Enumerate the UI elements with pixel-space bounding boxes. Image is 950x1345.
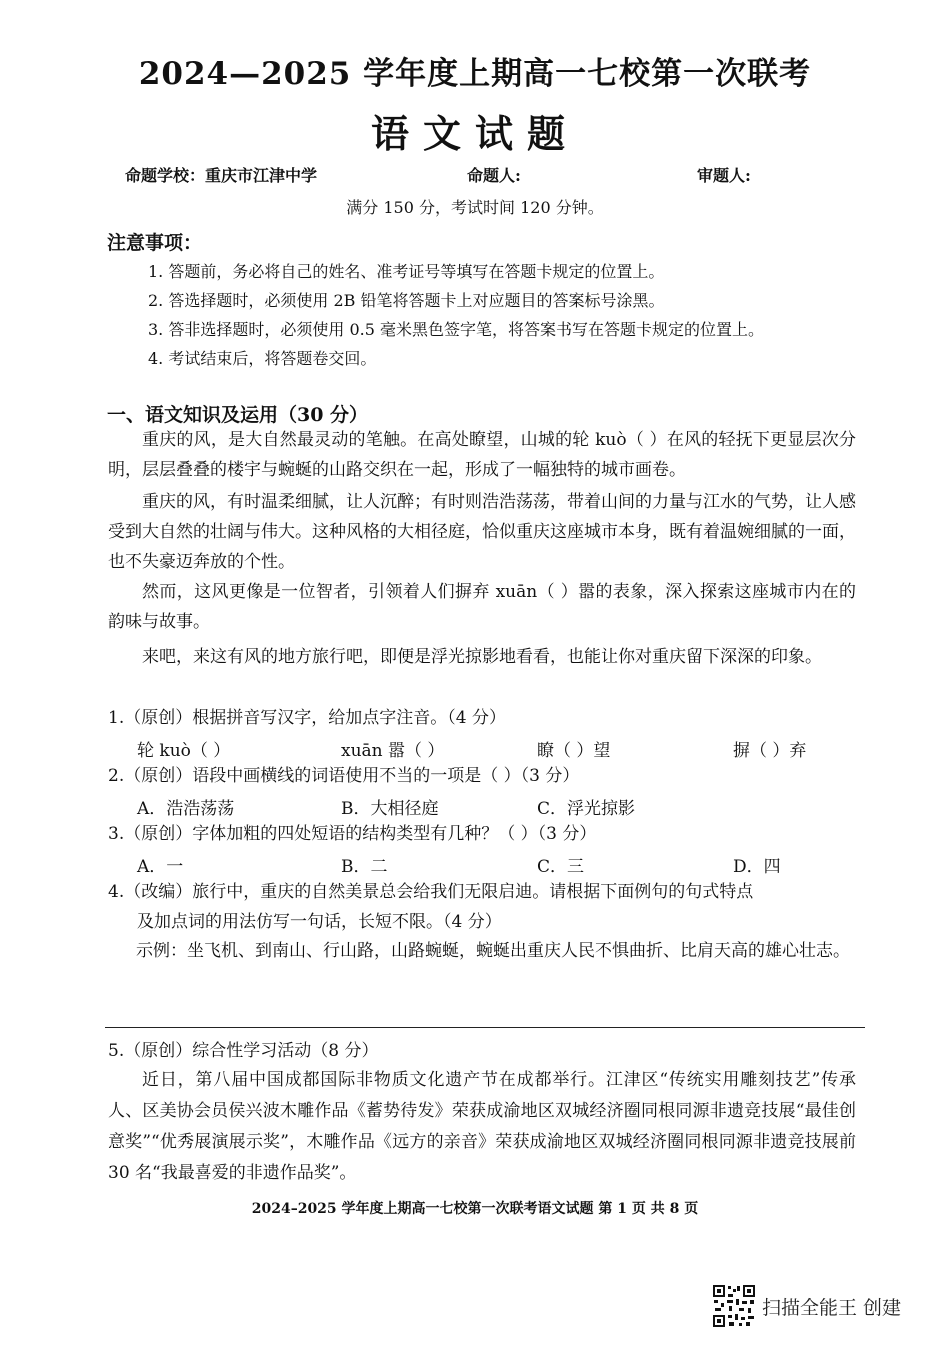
question-2: 2.（原创）语段中画横线的词语使用不当的一项是（ ）（3 分） bbox=[108, 766, 580, 786]
notice-title: 注意事项： bbox=[107, 232, 203, 254]
page-footer: 2024–2025 学年度上期高一七校第一次联考语文试题 第 1 页 共 8 页 bbox=[251, 1201, 699, 1217]
passage-paragraph: 来吧，来这有风的地方旅行吧，即便是浮光掠影地看看，也能让你对重庆留下深深的印象。 bbox=[142, 647, 822, 667]
notice-item: 4. 考试结束后，将答题卷交回。 bbox=[148, 349, 377, 368]
q3-option: D．四 bbox=[733, 857, 781, 877]
q4-example: 示例：坐飞机、到南山、行山路，山路蜿蜒，蜿蜒出重庆人民不惧曲折、比肩天高的雄心壮志。 bbox=[136, 941, 850, 961]
qr-code-icon bbox=[712, 1284, 756, 1328]
q1-blank: 轮 kuò（ ） bbox=[137, 741, 231, 761]
q3-option: C．三 bbox=[537, 857, 585, 877]
school-label: 命题学校：重庆市江津中学 bbox=[125, 166, 318, 185]
reviewer-label: 审题人: bbox=[697, 166, 751, 185]
question-1: 1.（原创）根据拼音写汉字，给加点字注音。（4 分） bbox=[108, 708, 506, 728]
q5-text: 近日，第八届中国成都国际非物质文化遗产节在成都举行。江津区“传统实用雕刻技艺”传承人、区美协会员侯兴波木雕作品《蓄势待发》荣获成渝地区双城经济圈同根同源非遗竞技展“最佳创意奖”“优秀展演展示奖”，木雕作品《远方的亲音》荣获成渝地区双城经济圈同根同源非遗竞技展前 30 名“我最喜爱的非遗作品奖”。 bbox=[108, 1070, 856, 1183]
q1-blank: 摒（ ）弃 bbox=[733, 741, 807, 761]
question-5: 5.（原创）综合性学习活动（8 分） bbox=[108, 1041, 379, 1061]
exam-subtitle: 语文试题 bbox=[370, 111, 579, 156]
question-4-cont: 及加点词的用法仿写一句话，长短不限。（4 分） bbox=[137, 912, 502, 932]
q2-option: A．浩浩荡荡 bbox=[137, 799, 235, 819]
section-title: 一、语文知识及运用（30 分） bbox=[107, 404, 369, 426]
passage-paragraph: 重庆的风，是大自然最灵动的笔触。在高处瞭望，山城的轮 kuò（ ）在风的轻抚下更显层次分明，层层叠叠的楼宇与蜿蜒的山路交织在一起，形成了一幅独特的城市画卷。 bbox=[108, 430, 856, 480]
notice-item: 3. 答非选择题时，必须使用 0.5 毫米黑色签字笔，将答案书写在答题卡规定的位置上。 bbox=[148, 320, 764, 339]
q3-option: B．二 bbox=[341, 857, 388, 877]
q2-option: B．大相径庭 bbox=[341, 799, 439, 819]
author-label: 命题人: bbox=[467, 166, 521, 185]
q1-blank: xuān 嚣（ ） bbox=[341, 741, 445, 761]
score-line: 满分 150 分，考试时间 120 分钟。 bbox=[346, 198, 604, 217]
exam-title: 2024—2025 学年度上期高一七校第一次联考 bbox=[138, 56, 812, 92]
question-3: 3.（原创）字体加粗的四处短语的结构类型有几种？（ ）（3 分） bbox=[108, 824, 597, 844]
passage-paragraph: 然而，这风更像是一位智者，引领着人们摒弃 xuān（ ）嚣的表象，深入探索这座城市内在的韵味与故事。 bbox=[108, 582, 856, 632]
question-4: 4.（改编）旅行中，重庆的自然美景总会给我们无限启迪。请根据下面例句的句式特点 bbox=[108, 882, 754, 902]
passage-paragraph: 重庆的风，有时温柔细腻，让人沉醉；有时则浩浩荡荡，带着山间的力量与江水的气势，让人感受到大自然的壮阔与伟大。这种风格的大相径庭，恰似重庆这座城市本身，既有着温婉细腻的一面，也不失豪迈奔放的个性。 bbox=[108, 492, 856, 572]
q3-option: A．一 bbox=[137, 857, 184, 877]
q2-option: C．浮光掠影 bbox=[537, 799, 636, 819]
notice-item: 2. 答选择题时，必须使用 2B 铅笔将答题卡上对应题目的答案标号涂黑。 bbox=[148, 291, 665, 310]
divider bbox=[105, 1027, 865, 1028]
scanner-watermark: 扫描全能王 创建 bbox=[762, 1297, 902, 1319]
q1-blank: 瞭（ ）望 bbox=[537, 741, 611, 761]
notice-item: 1. 答题前，务必将自己的姓名、准考证号等填写在答题卡规定的位置上。 bbox=[148, 262, 665, 281]
